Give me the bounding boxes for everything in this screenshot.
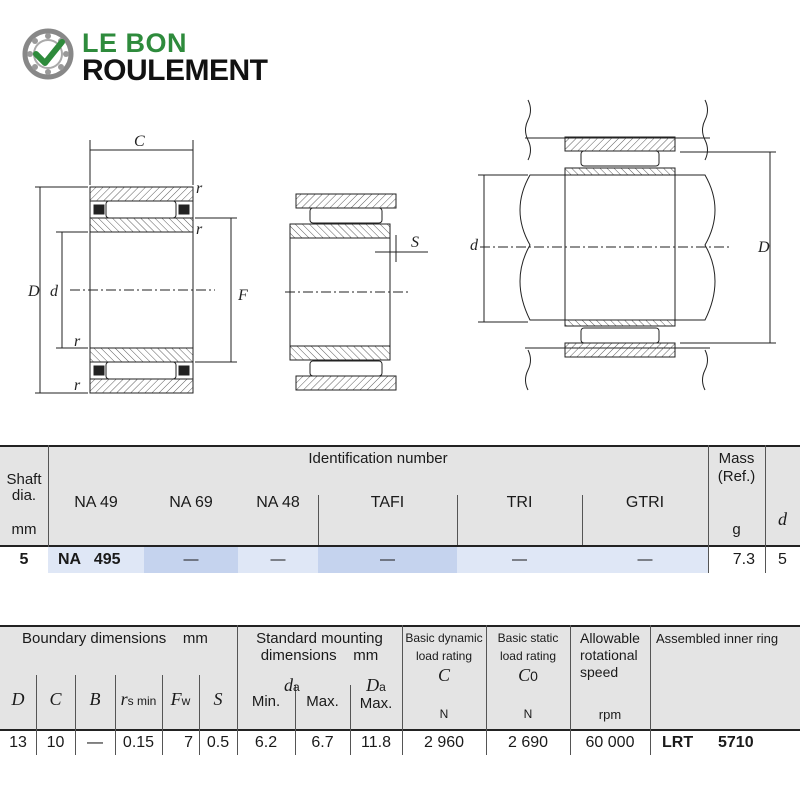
val-speed: 60 000 bbox=[585, 734, 635, 751]
series-na69: NA 69 bbox=[169, 494, 213, 511]
dyn-label-2: load rating bbox=[415, 649, 473, 663]
val-Fw: 7 bbox=[184, 734, 193, 751]
label-da: d bbox=[470, 237, 478, 254]
col-F: F bbox=[170, 689, 182, 709]
col-min: Min. bbox=[251, 693, 281, 710]
col-da: d bbox=[284, 675, 293, 695]
row-mass: 7.3 bbox=[732, 551, 755, 568]
mass-unit: g bbox=[732, 521, 741, 538]
stat-label-1: Basic static bbox=[497, 631, 559, 645]
label-r-upper: r bbox=[196, 221, 203, 238]
col-Da-max: Max. bbox=[359, 695, 393, 712]
val-da-min: 6.2 bbox=[254, 734, 278, 751]
col-Da-sub: a bbox=[379, 680, 386, 694]
val-C: 10 bbox=[46, 734, 65, 751]
col-C: C bbox=[49, 689, 62, 709]
stat-unit: N bbox=[523, 707, 533, 721]
row-tri: — bbox=[457, 547, 582, 573]
identification-table bbox=[0, 445, 800, 575]
speed-label-2: rotational bbox=[580, 647, 638, 663]
speed-unit: rpm bbox=[598, 707, 622, 722]
series-na48: NA 48 bbox=[256, 494, 300, 511]
brand-line1: LE BON bbox=[82, 28, 188, 58]
bearing-drawing bbox=[0, 95, 800, 435]
val-inner-prefix: LRT bbox=[662, 734, 694, 751]
val-Da-max: 11.8 bbox=[361, 734, 391, 751]
bearing-section-view bbox=[35, 140, 237, 393]
brand-logo bbox=[22, 24, 302, 88]
bearing-exploded-view bbox=[285, 194, 428, 390]
inner-header: Assembled inner ring bbox=[656, 631, 779, 646]
ident-header: Identification number bbox=[308, 450, 448, 467]
mounting-header-1: Standard mounting bbox=[256, 630, 383, 647]
speed-label-1: Allowable bbox=[580, 630, 640, 646]
brand-line2: ROULEMENT bbox=[82, 54, 268, 87]
row-shaft: 5 bbox=[19, 551, 29, 568]
col-F-sub: w bbox=[181, 694, 191, 708]
shaft-label-1: Shaft bbox=[6, 471, 42, 488]
row-tafi: — bbox=[318, 547, 457, 573]
series-gtri: GTRI bbox=[625, 494, 665, 511]
label-Fw: F bbox=[238, 287, 248, 304]
val-r: 0.15 bbox=[122, 734, 155, 751]
speed-label-3: speed bbox=[580, 664, 619, 680]
row-na69: — bbox=[144, 547, 238, 573]
mass-label-2: (Ref.) bbox=[717, 468, 756, 485]
val-dyn: 2 960 bbox=[423, 734, 465, 751]
col-da-sub: a bbox=[293, 680, 300, 694]
dimensions-table bbox=[0, 625, 800, 755]
mounted-bearing-view bbox=[478, 100, 776, 390]
val-da-max: 6.7 bbox=[311, 734, 334, 751]
series-tafi: TAFI bbox=[370, 494, 405, 511]
stat-sub: 0 bbox=[530, 668, 538, 684]
row-gtri: — bbox=[582, 547, 708, 573]
col-Da: D bbox=[366, 675, 380, 695]
row-d: 5 bbox=[778, 551, 787, 568]
col-r-sub: s min bbox=[127, 694, 157, 708]
label-r-lower: r bbox=[74, 333, 81, 350]
val-S: 0.5 bbox=[206, 734, 230, 751]
shaft-label-2: dia. bbox=[11, 487, 37, 504]
label-r-bottom: r bbox=[74, 377, 81, 394]
dyn-symbol: C bbox=[437, 665, 450, 685]
col-r: r bbox=[120, 689, 128, 709]
series-na49: NA 49 bbox=[74, 494, 118, 511]
val-D: 13 bbox=[9, 734, 27, 751]
label-S: S bbox=[411, 234, 419, 251]
dyn-label-1: Basic dynamic bbox=[405, 631, 483, 645]
label-r-top: r bbox=[196, 180, 203, 197]
shaft-unit: mm bbox=[11, 521, 37, 538]
row-na48: — bbox=[238, 547, 318, 573]
d-col-label: d bbox=[778, 509, 787, 529]
mounting-header-2: dimensions mm bbox=[260, 647, 379, 664]
stat-label-2: load rating bbox=[499, 649, 557, 663]
col-S: S bbox=[213, 689, 223, 709]
label-C: C bbox=[134, 133, 145, 150]
label-d: d bbox=[50, 283, 58, 300]
col-max: Max. bbox=[306, 693, 339, 710]
boundary-header: Boundary dimensions mm bbox=[22, 630, 208, 647]
series-tri: TRI bbox=[506, 494, 533, 511]
bearing-check-icon bbox=[22, 28, 74, 80]
label-Da: D bbox=[758, 239, 770, 256]
val-stat: 2 690 bbox=[507, 734, 549, 751]
row-na49: NA 495 bbox=[48, 547, 144, 573]
val-inner-code: 5710 bbox=[718, 734, 754, 751]
val-B: — bbox=[87, 734, 103, 751]
dyn-unit: N bbox=[439, 707, 449, 721]
col-B: B bbox=[89, 689, 101, 709]
col-D: D bbox=[11, 689, 25, 709]
label-D: D bbox=[28, 283, 40, 300]
stat-symbol: C bbox=[518, 665, 531, 685]
mass-label-1: Mass bbox=[718, 450, 755, 467]
